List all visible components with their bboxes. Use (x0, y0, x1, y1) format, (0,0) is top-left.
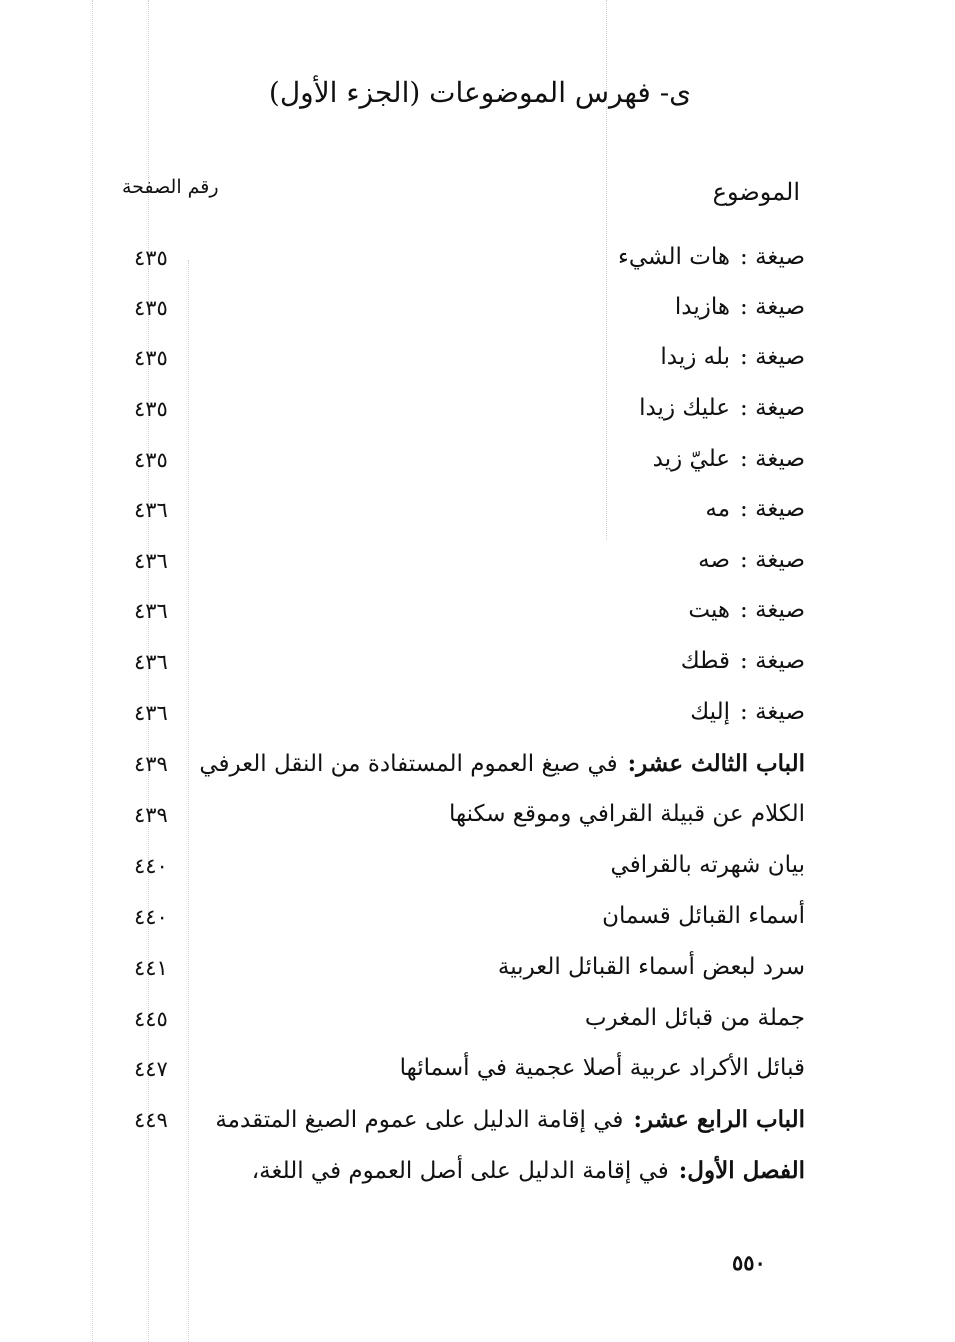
entry-topic (660, 344, 805, 370)
entry-text: أسماء القبائل قسمان (602, 903, 805, 929)
index-entry (0, 344, 955, 384)
entry-text: جملة من قبائل المغرب (584, 1005, 805, 1031)
entry-text: عليك زيدا (639, 395, 731, 421)
entry-prefix: صيغة : (740, 244, 805, 270)
entry-page-number: ٤٣٩ (134, 752, 168, 776)
index-entry (0, 547, 955, 587)
entry-page-number: ٤٣٥ (134, 296, 168, 320)
index-entry (0, 699, 955, 739)
index-entry (0, 954, 955, 994)
entry-text: في إقامة الدليل على عموم الصيغ المتقدمة (215, 1107, 624, 1133)
index-entry (0, 294, 955, 334)
index-entry (0, 1055, 955, 1095)
entry-text: في صيغ العموم المستفادة من النقل العرفي (199, 751, 618, 777)
entry-prefix: صيغة : (740, 699, 805, 725)
entry-page-number: ٤٤٠ (134, 905, 168, 929)
entry-topic (252, 1157, 805, 1184)
entry-page-number: ٤٣٦ (134, 701, 168, 725)
entry-page-number: ٤٣٦ (134, 599, 168, 623)
entry-page-number: ٤٣٥ (134, 346, 168, 370)
entry-text: قبائل الأكراد عربية أصلا عجمية في أسمائها (399, 1055, 805, 1081)
entry-page-number: ٤٤٧ (134, 1057, 168, 1081)
entry-prefix: صيغة : (740, 395, 805, 421)
entry-prefix: الباب الرابع عشر: (633, 1106, 805, 1133)
index-entry (0, 446, 955, 486)
entry-text: بيان شهرته بالقرافي (610, 852, 805, 878)
entry-topic (449, 801, 805, 827)
entry-page-number: ٤٤١ (134, 956, 168, 980)
entry-prefix: صيغة : (740, 446, 805, 472)
entry-topic (602, 903, 805, 929)
entry-text: عليّ زيد (652, 446, 731, 472)
entry-prefix: صيغة : (740, 344, 805, 370)
entry-topic (618, 244, 805, 270)
column-header-topic: الموضوع (712, 178, 800, 206)
entry-topic (653, 446, 805, 472)
entry-page-number: ٤٣٦ (134, 498, 168, 522)
entry-page-number: ٤٣٥ (134, 448, 168, 472)
entry-page-number: ٤٤٠ (134, 854, 168, 878)
entry-topic (681, 648, 805, 674)
entry-topic (400, 1055, 805, 1081)
entry-text: قطك (680, 648, 731, 674)
entry-prefix: الباب الثالث عشر: (627, 750, 805, 777)
entry-text: هيت (688, 597, 731, 623)
entry-page-number: ٤٤٥ (134, 1007, 168, 1031)
entry-prefix: صيغة : (740, 547, 805, 573)
entry-topic (199, 750, 805, 777)
index-entry (0, 395, 955, 435)
footer-page-number: ٥٥٠ (732, 1250, 766, 1275)
entry-text: سرد لبعض أسماء القبائل العربية (497, 954, 805, 980)
index-entry (0, 750, 955, 790)
entry-prefix: صيغة : (740, 648, 805, 674)
entry-prefix: صيغة : (740, 496, 805, 522)
entry-page-number: ٤٣٥ (134, 397, 168, 421)
index-entry (0, 801, 955, 841)
entry-text: الكلام عن قبيلة القرافي وموقع سكنها (448, 801, 805, 827)
index-entry (0, 1005, 955, 1045)
entry-topic (705, 496, 805, 522)
entry-text: هات الشيء (618, 244, 731, 270)
entry-prefix: صيغة : (740, 597, 805, 623)
index-entry (0, 903, 955, 943)
index-entry (0, 496, 955, 536)
entry-text: بله زيدا (660, 344, 731, 370)
entry-page-number: ٤٣٩ (134, 803, 168, 827)
entry-prefix: صيغة : (740, 294, 805, 320)
entry-text: مه (705, 496, 731, 522)
entry-topic (698, 547, 805, 573)
entry-text: هازيدا (674, 294, 731, 320)
entry-text: صه (698, 547, 731, 573)
entry-topic (690, 699, 805, 725)
index-entry (0, 597, 955, 637)
index-entry (0, 244, 955, 284)
entry-topic (639, 395, 805, 421)
entry-text: إليك (690, 699, 731, 725)
entry-topic (215, 1106, 805, 1133)
index-entry (0, 1106, 955, 1146)
entry-page-number: ٤٣٥ (134, 246, 168, 270)
page-title: ى- فهرس الموضوعات (الجزء الأول) (268, 76, 692, 109)
column-header-page: رقم الصفحة (122, 176, 219, 198)
entry-text: في إقامة الدليل على أصل العموم في اللغة، (251, 1158, 669, 1184)
entry-topic (688, 597, 805, 623)
entry-page-number: ٤٤٩ (134, 1108, 168, 1132)
entry-topic (498, 954, 805, 980)
entry-topic (585, 1005, 805, 1031)
entry-prefix: الفصل الأول: (678, 1157, 805, 1184)
index-entry (0, 852, 955, 892)
entry-topic (675, 294, 805, 320)
entry-page-number: ٤٣٦ (134, 549, 168, 573)
index-entry (0, 1157, 955, 1197)
entry-topic (611, 852, 805, 878)
index-entry (0, 648, 955, 688)
entry-page-number: ٤٣٦ (134, 650, 168, 674)
